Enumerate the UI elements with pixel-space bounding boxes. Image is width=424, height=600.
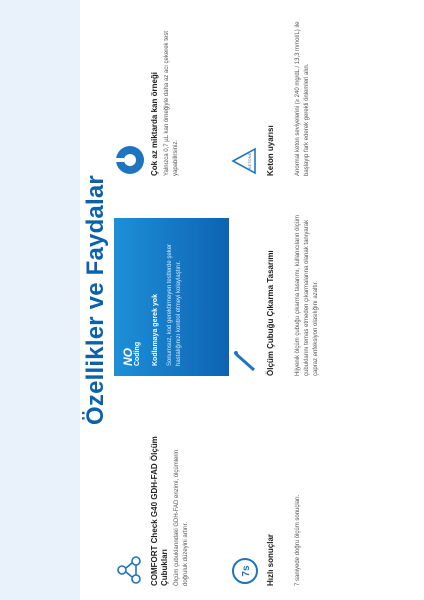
feature-eject (266, 206, 321, 376)
card-desc: Sonumsuz, kod gerektirmeyen testlerde şeker hastalığınızı kontrol etmeyi kolaylaştırır. (167, 243, 182, 366)
feature-sample-title: Çok az miktarda kan örneği (150, 71, 159, 176)
strip-eject-icon (230, 346, 260, 376)
feature-ketone (266, 6, 312, 176)
feature-eject-title: Ölçüm Çubuğu Çıkarma Tasarımı (266, 250, 275, 376)
ketone-icon-label: KETONE (247, 152, 252, 170)
no-coding-card (114, 218, 229, 376)
timer-icon (230, 556, 260, 586)
feature-strips-desc: Ölçüm çubuklarındaki GDH-FAD enzimi, ölçümlerin doğruluk düzeyini artırır. (174, 449, 189, 586)
feature-fast (266, 436, 303, 586)
no-coding-badge-bottom: Coding (134, 341, 141, 366)
no-coding-badge (122, 342, 142, 366)
feature-sample (150, 16, 181, 176)
header-strip (0, 0, 80, 600)
feature-strips (150, 436, 191, 586)
feature-ketone-title: Keton uyarısı (266, 125, 275, 176)
feature-strips-title: COMFORT Check G40 GDH-FAD Ölçüm Çubukları (150, 436, 169, 586)
feature-fast-title: Hızlı sonuçlar (266, 533, 275, 586)
card-title: Kodlamaya gerek yok (152, 294, 159, 366)
ketone-warning-icon (230, 146, 260, 176)
molecule-icon (114, 554, 146, 586)
no-coding-badge-top: NO (121, 348, 135, 366)
feature-ketone-desc: Anormal keton seviyelerini (≥ 240 mg/dL / 13,3 mmol/L) ile başlayıp fark ederek gerekli önlemleri alın. (295, 21, 310, 176)
feature-eject-desc: Hijyenik ölçüm çubuğu çıkarma tasarımı, kullanıcıların ölçüm çubuklarını temas etmeden çıkarmalarına olanak tanıyarak çapraz enfeksiyon olasılığını azaltır. (295, 214, 319, 376)
blood-drop-icon (114, 144, 146, 176)
page-title: Özellikler ve Faydalar (82, 175, 109, 425)
feature-sample-desc: Yalnızca 0,7 µL kan örneğiyle daha az acı çekerek test yapabilirsiniz. (164, 31, 179, 176)
feature-fast-desc: 7 saniyede doğru ölçüm sonuçları. (295, 494, 301, 586)
svg-text:7s: 7s (241, 565, 252, 577)
